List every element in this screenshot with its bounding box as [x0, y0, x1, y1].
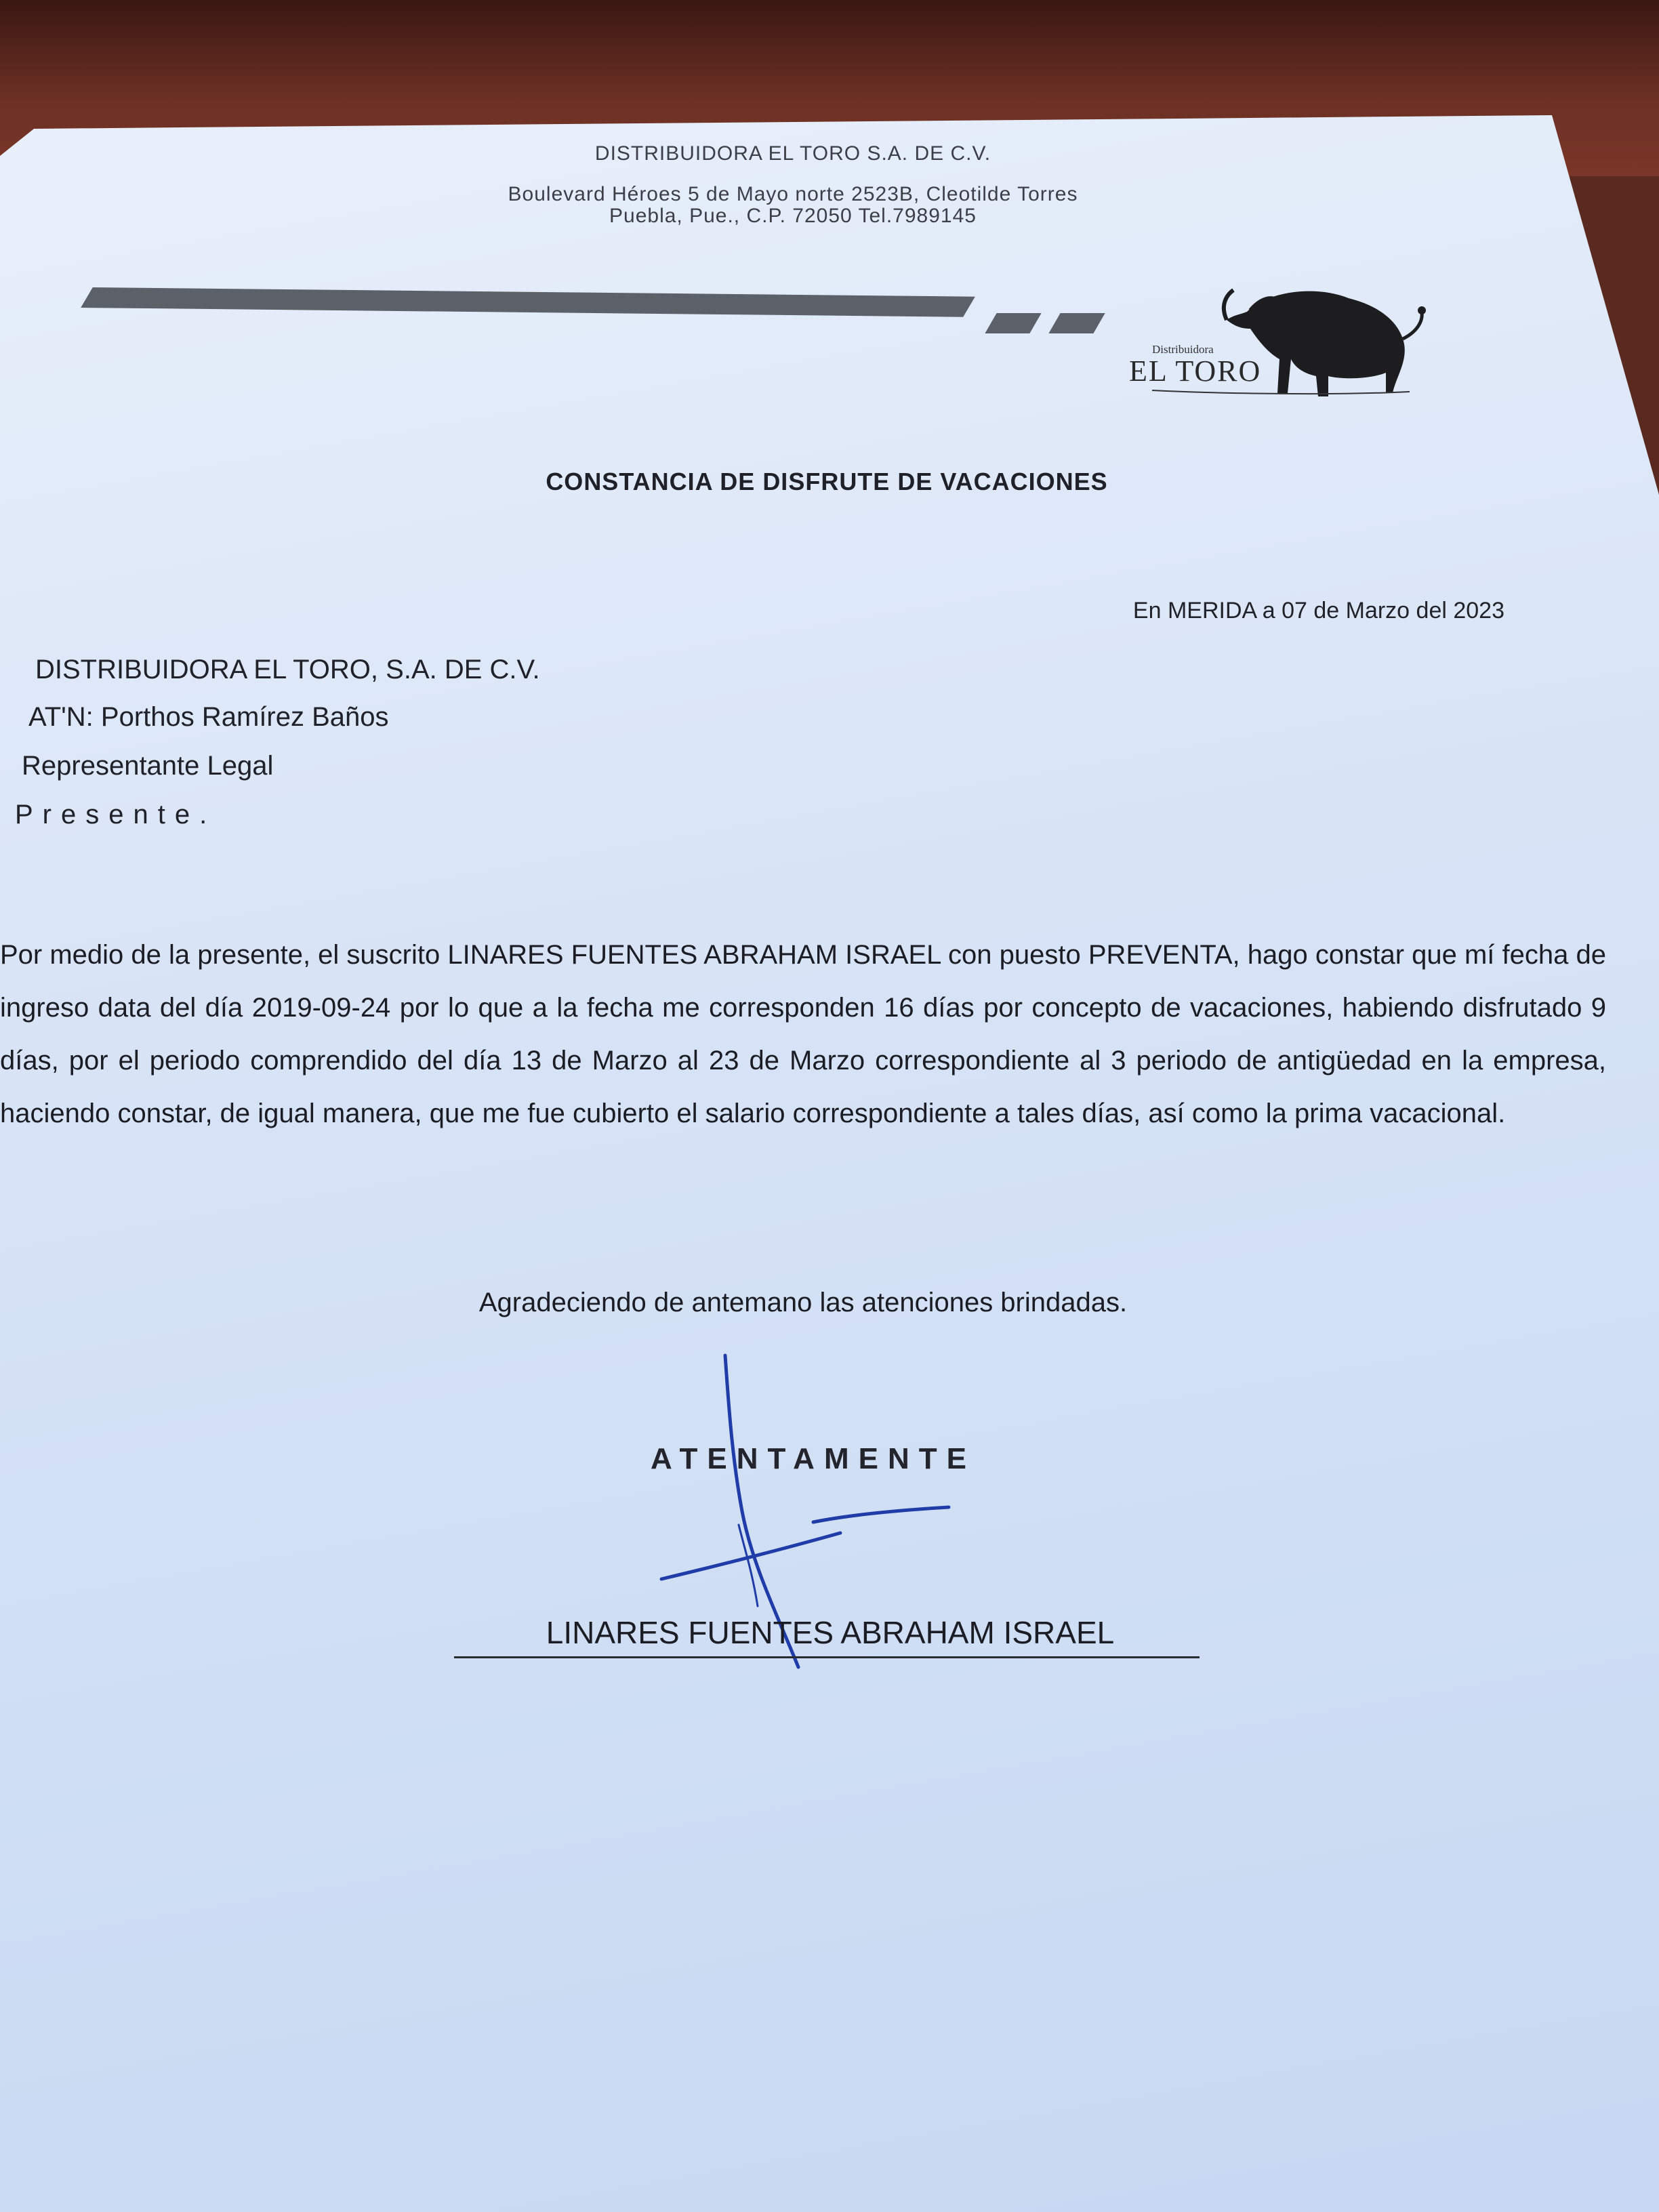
document-title: CONSTANCIA DE DISFRUTE DE VACACIONES [546, 468, 1108, 495]
recipient-presente: Presente. [15, 800, 217, 830]
recipient-role: Representante Legal [22, 751, 274, 781]
logo-small-text: Distribuidora [1152, 343, 1214, 356]
signature-line [454, 1656, 1200, 1658]
recipient-attention: AT'N: Porthos Ramírez Baños [28, 702, 389, 732]
signatory-name: LINARES FUENTES ABRAHAM ISRAEL [546, 1615, 1115, 1650]
header-address: Boulevard Héroes 5 de Mayo norte 2523B, Cleotilde Torres [508, 183, 1078, 205]
header-bar-segment [1048, 313, 1105, 333]
header-bar-segment [985, 313, 1041, 333]
body-paragraph: Por medio de la presente, el suscrito LINARES FUENTES ABRAHAM ISRAEL con puesto PREVENTA, hago constar que mí fecha de ingreso data del día 2019-09-24 por lo que a la fecha me corresponden 16 días por concepto de vacaciones, habiendo disfrutado 9 días, por el periodo comprendido del día 13 de Marzo al 23 de Marzo correspondiente al 3 periodo de antigüedad en la empresa, haciendo constar, de igual manera, que me fue cubierto el salario correspondiente a tales días, así como la prima vacacional. [0, 940, 1606, 1128]
recipient-company: DISTRIBUIDORA EL TORO, S.A. DE C.V. [35, 655, 540, 684]
date-line: En MERIDA a 07 de Marzo del 2023 [1132, 598, 1504, 623]
header-bar [81, 287, 975, 317]
header-city-phone: Puebla, Pue., C.P. 72050 Tel.7989145 [609, 205, 977, 227]
bull-icon [1125, 258, 1437, 413]
header-company: DISTRIBUIDORA EL TORO S.A. DE C.V. [594, 142, 991, 165]
logo-name: EL TORO [1129, 354, 1262, 388]
closing-atentamente: ATENTAMENTE [651, 1442, 976, 1475]
thanks-line: Agradeciendo de antemano las atenciones brindadas. [478, 1288, 1128, 1317]
